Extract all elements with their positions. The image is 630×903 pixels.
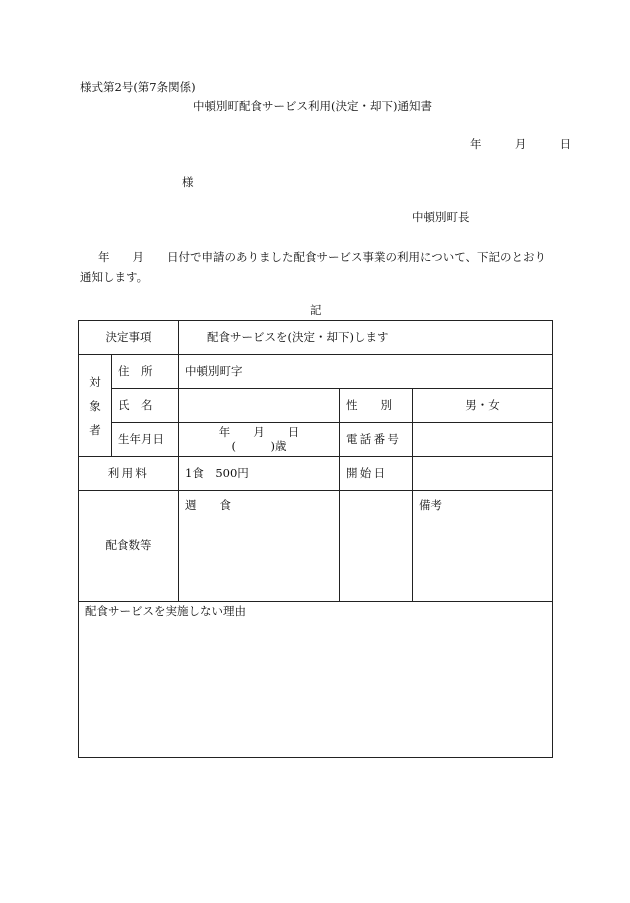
meals-label: 配食数等: [79, 491, 179, 602]
name-field[interactable]: [179, 389, 340, 423]
birthdate-field[interactable]: [179, 423, 340, 457]
date-year-label: 年: [470, 137, 482, 151]
target-person-label: [79, 355, 112, 457]
issuer-name: 中頓別町長: [412, 210, 470, 224]
name-label: 氏 名: [112, 389, 179, 423]
target-char-1: 対: [89, 374, 101, 389]
ki-heading: 記: [310, 303, 322, 317]
gender-field[interactable]: 男・女: [413, 389, 553, 423]
recipient-suffix: 様: [182, 175, 194, 189]
phone-field[interactable]: [413, 423, 553, 457]
rejection-reason-field[interactable]: 配食サービスを実施しない理由: [79, 602, 553, 758]
form-number: 様式第2号(第7条関係): [80, 80, 196, 94]
notice-body-text: 年 月 日付で申請のありました配食サービス事業の利用について、下記のとおり通知します。: [80, 250, 547, 284]
decision-value: 配食サービスを(決定・却下)します: [179, 321, 553, 355]
birthdate-label: 生年月日: [112, 423, 179, 457]
remarks-field[interactable]: 備考: [413, 491, 553, 602]
start-date-label: 開始日: [340, 457, 413, 491]
address-label: 住 所: [112, 355, 179, 389]
document-title: 中頓別町配食サービス利用(決定・却下)通知書: [193, 99, 432, 113]
target-char-3: 者: [89, 422, 101, 437]
target-char-2: 象: [89, 398, 101, 413]
start-date-field[interactable]: [413, 457, 553, 491]
notice-table: [78, 320, 553, 758]
decision-label: 決定事項: [79, 321, 179, 355]
gender-label: 性 別: [340, 389, 413, 423]
issue-date: [470, 139, 571, 151]
birthdate-date-line: 年 月 日: [218, 424, 300, 439]
fee-value: 1食 500円: [179, 457, 340, 491]
date-day-label: 日: [559, 137, 572, 151]
phone-label: 電話番号: [340, 423, 413, 457]
date-month-label: 月: [514, 137, 527, 151]
meals-per-week-field[interactable]: 週 食: [179, 491, 340, 602]
fee-label: 利用料: [79, 457, 179, 491]
birthdate-age-line: ( )歳: [231, 438, 287, 453]
meals-extra-field[interactable]: [340, 491, 413, 602]
address-field[interactable]: 中頓別町字: [179, 355, 553, 389]
